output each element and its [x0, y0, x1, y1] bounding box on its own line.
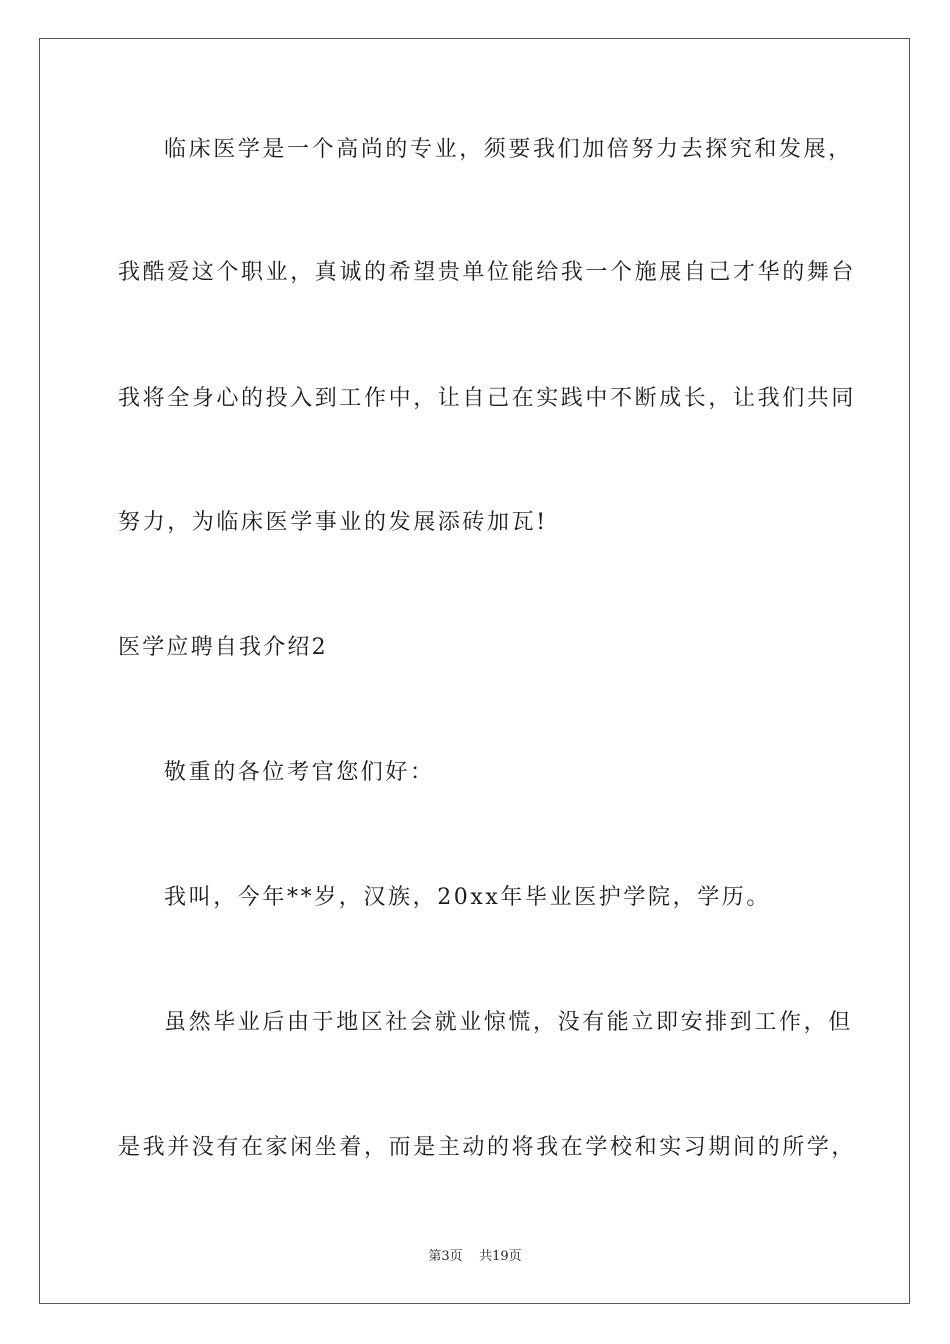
intro-line: 我叫，今年**岁，汉族，20xx年毕业医护学院，学历。 [164, 885, 772, 910]
body-line-1: 虽然毕业后由于地区社会就业惊慌，没有能立即安排到工作，但 [164, 1010, 853, 1035]
page-footer [0, 1248, 950, 1266]
paragraph-line-1: 临床医学是一个高尚的专业，须要我们加倍努力去探究和发展， [164, 137, 853, 162]
page-number-label: 第3页 共19页 [428, 1249, 522, 1264]
greeting-line: 敬重的各位考官您们好： [164, 760, 435, 785]
paragraph-line-2: 我酷爱这个职业，真诚的希望贵单位能给我一个施展自己才华的舞台 [118, 260, 857, 285]
section-title: 医学应聘自我介绍2 [118, 635, 328, 660]
paragraph-line-4: 努力，为临床医学事业的发展添砖加瓦! [118, 510, 548, 535]
body-line-2: 是我并没有在家闲坐着，而是主动的将我在学校和实习期间的所学， [118, 1135, 857, 1160]
page-border [39, 38, 910, 1304]
paragraph-line-3: 我将全身心的投入到工作中，让自己在实践中不断成长，让我们共同 [118, 386, 857, 411]
